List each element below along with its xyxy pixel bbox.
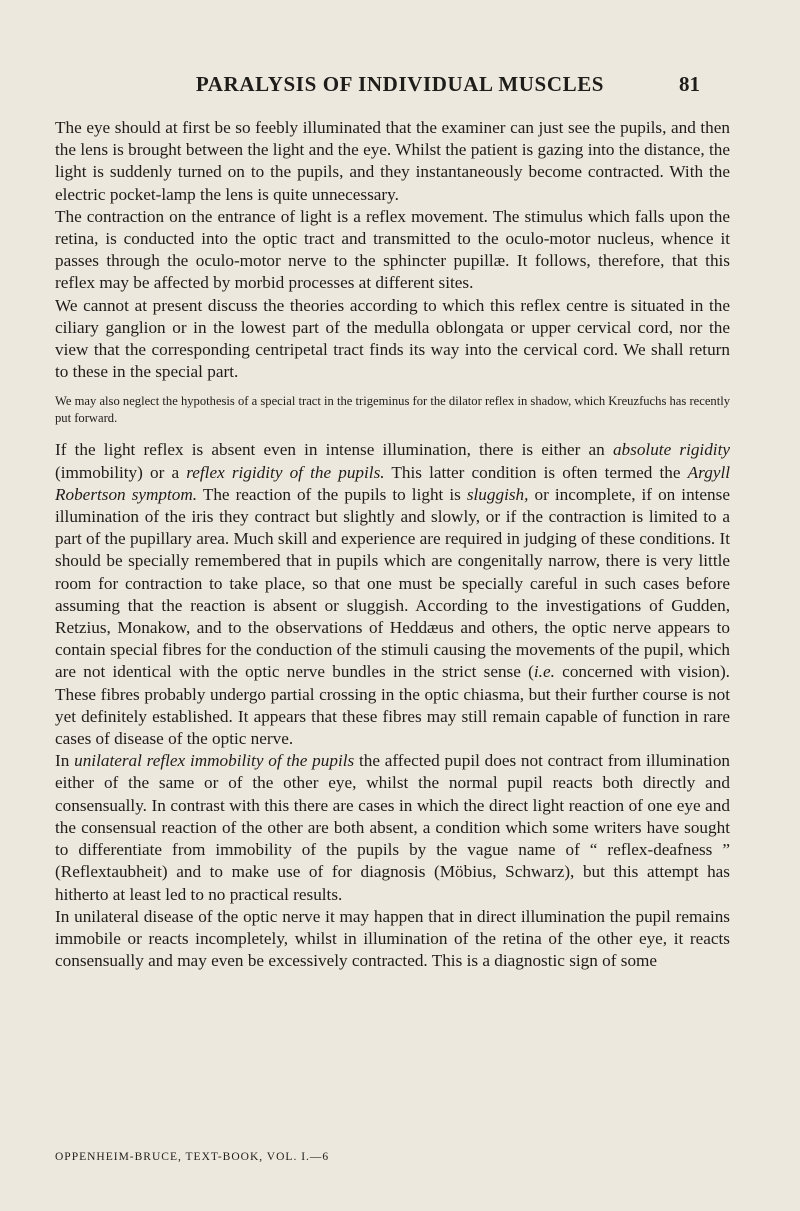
text-run: The reaction of the pupils to light is xyxy=(197,484,467,504)
text-run: (immobility) or a xyxy=(55,462,187,482)
italic-term: Argyll Robertson symptom. xyxy=(55,462,730,504)
italic-term: absolute rigidity xyxy=(612,440,730,460)
text-run: In xyxy=(55,751,75,771)
page-number: 81 xyxy=(679,72,700,96)
signature-mark: OPPENHEIM-BRUCE, TEXT-BOOK, VOL. I.—6 xyxy=(55,1151,330,1163)
footnote-paragraph: We may also neglect the hypothesis of a special tract in the trigeminus for the dilator reflex in shadow, which Kreuzfuchs has recently put forward. xyxy=(55,394,730,426)
paragraph: The contraction on the entrance of light is a reflex movement. The stimulus which falls upon the retina, is conducted into the optic tract and transmitted to the oculo-motor nucleus, whence it passes through the oculo-motor nerve to the sphincter pupillæ. It follows, therefore, that this reflex may be affected by morbid processes at different sites. xyxy=(55,206,730,293)
body-text xyxy=(55,117,730,972)
running-head: PARALYSIS OF INDIVIDUAL MUSCLES xyxy=(195,72,605,96)
paragraph: The eye should at first be so feebly illuminated that the examiner can just see the pupils, and then the lens is brought between the light and the eye. Whilst the patient is gazing into the distance, the light is suddenly turned on to the pupils, and they instantaneously become contracted. With the electric pocket-lamp the lens is quite unnecessary. xyxy=(55,118,730,204)
paragraph xyxy=(55,439,730,750)
italic-term: reflex rigidity of the pupils. xyxy=(186,462,385,482)
paragraph xyxy=(55,750,730,905)
text-run: or incomplete, if on intense illumination of the iris they contract but slightly and slowly, or if the contraction is limited to a part of the pupillary area. Much skill and experience are required in judging of these conditions. It should be specially remembered that in pupils which are congenitally narrow, there is very little room for contraction to take place, so that one must be specially careful in such cases before assuming that the reaction is absent or sluggish. According to the investigations of Gudden, Retzius, Monakow, and to the observations of Heddæus and others, the optic nerve appears to contain special fibres for the conduction of the stimuli causing the movements of the pupil, which are not identical with the optic nerve bundles in the strict sense ( xyxy=(55,484,730,682)
text-run: the affected pupil does not contract from illumination either of the same or of the other eye, whilst the normal pupil reacts both directly and consensually. In contrast with this there are cases in which the direct light reaction of one eye and the consensual reaction of the other are both absent, a condition which some writers have sought to differentiate from immobility of the pupils by the vague name of “ reflex-deafness ” (Reflextaubheit) and to make use of for diagnosis (Möbius, Schwarz), but this attempt has hitherto at least led to no practical results. xyxy=(55,751,730,904)
italic-term: sluggish, xyxy=(466,484,529,504)
text-run: If the light reflex is absent even in intense illumination, there is either an xyxy=(55,440,613,460)
page-header xyxy=(140,72,700,102)
text-run: concerned with vision). These fibres probably undergo partial crossing in the optic chiasma, but their further course is not yet definitely established. It appears that these fibres may still remain capable of function in rare cases of disease of the optic nerve. xyxy=(55,662,730,749)
italic-term: unilateral reflex immobility of the pupils xyxy=(74,751,355,771)
paragraph: We cannot at present discuss the theories according to which this reflex centre is situated in the ciliary ganglion or in the lowest part of the medulla oblongata or upper cervical cord, nor the view that the corresponding centripetal tract finds its way into the cervical cord. We shall return to these in the special part. xyxy=(55,295,730,382)
italic-term: i.e. xyxy=(533,662,555,682)
text-run: This latter condition is often termed the xyxy=(384,462,688,482)
paragraph: In unilateral disease of the optic nerve it may happen that in direct illumination the pupil remains immobile or reacts incompletely, whilst in illumination of the retina of the other eye, it reacts consensually and may even be excessively contracted. This is a diagnostic sign of some xyxy=(55,906,730,971)
